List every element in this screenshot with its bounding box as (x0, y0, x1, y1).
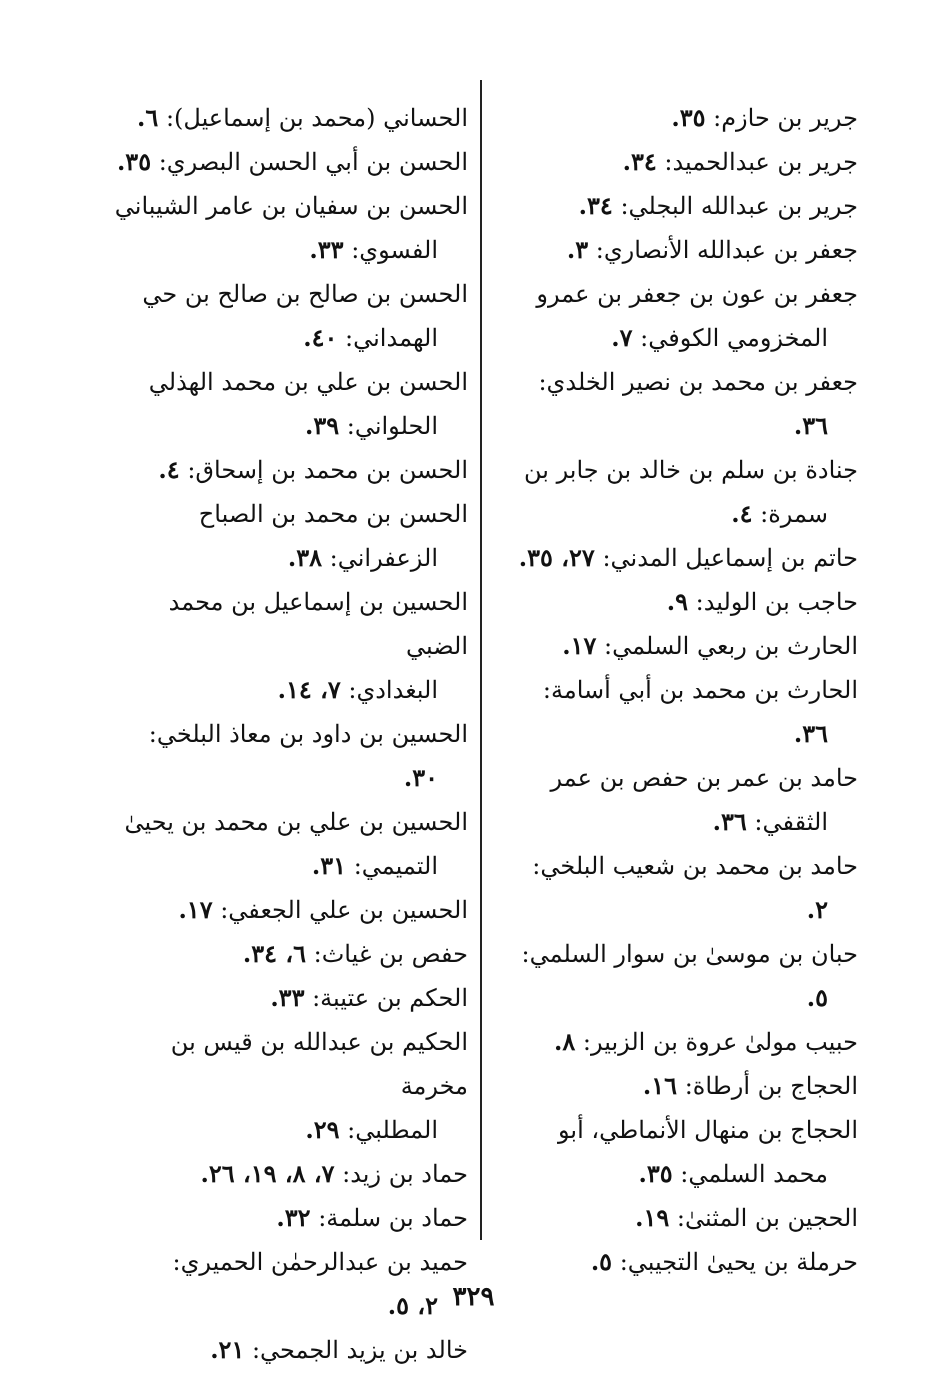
entry-name: الحسن بن صالح بن صالح بن حي (142, 280, 468, 308)
entry-page-refs: ٣١. (311, 851, 347, 880)
entry-name: الحارث بن ربعي السلمي: (604, 632, 858, 660)
entry-page-refs: ٩. (666, 587, 688, 616)
index-entry (488, 272, 858, 360)
entry-page-refs: ٣٥. (671, 103, 706, 132)
entry-name: الحكم بن عتيبة: (312, 984, 468, 1012)
entry-name: حامد بن عمر بن حفص بن عمر (550, 764, 858, 792)
index-entry (100, 492, 468, 580)
entry-name-continued: البغدادي: (340, 676, 438, 704)
entry-continuation (100, 316, 468, 360)
entry-page-refs: ٣٤. (622, 147, 657, 176)
index-entry (100, 360, 468, 448)
entry-page-refs: ١٧. (562, 631, 597, 660)
entry-page-refs: ٦. (137, 103, 159, 132)
entry-page-refs: ٨. (553, 1027, 576, 1056)
entry-name-continued: الهمداني: (337, 324, 438, 352)
entry-name: الحسن بن أبي الحسن البصري: (158, 148, 468, 176)
index-entry (100, 888, 468, 932)
entry-name: الحسن بن علي بن محمد الهذلي (148, 368, 468, 396)
entry-page-refs: ٧، ٨، ١٩، ٢٦. (200, 1159, 335, 1188)
entry-name-continued: الحلواني: (339, 412, 438, 440)
index-entry (100, 448, 468, 492)
index-entry (488, 184, 858, 228)
entry-name: الحسين بن علي بن محمد بن يحيىٰ (124, 808, 468, 836)
index-entry (488, 756, 858, 844)
entry-page-refs: ١٧. (178, 895, 213, 924)
index-entry (488, 360, 858, 448)
index-entry (488, 624, 858, 668)
index-entry (488, 448, 858, 536)
entry-name: الحارث بن محمد بن أبي أسامة: (542, 676, 858, 704)
entry-name: جعفر بن محمد بن نصير الخلدي: (538, 368, 858, 396)
entry-name: جنادة بن سلم بن خالد بن جابر بن (523, 456, 858, 484)
index-entry (488, 1196, 858, 1240)
index-entry (488, 932, 858, 1020)
entry-continuation (100, 536, 468, 580)
entry-continuation (488, 888, 858, 932)
entry-name-continued: الفسوي: (343, 236, 438, 264)
index-entry (100, 140, 468, 184)
entry-continuation (100, 404, 468, 448)
entry-name: جرير بن عبدالله البجلي: (620, 192, 858, 220)
entry-page-refs: ٧. (611, 323, 633, 352)
entry-page-refs: ٣٨. (287, 543, 322, 572)
entry-name: الحسن بن محمد بن إسحاق: (187, 456, 468, 484)
entry-name: الحسين بن داود بن معاذ البلخي: (148, 720, 468, 748)
entry-name: الحسن بن محمد بن الصباح (198, 500, 468, 528)
entry-name: الحكيم بن عبدالله بن قيس بن مخرمة (170, 1028, 468, 1100)
index-entry (488, 1064, 858, 1108)
entry-name: جعفر بن عون بن جعفر بن عمرو (536, 280, 858, 308)
entry-page-refs: ٢١. (210, 1335, 245, 1364)
entry-page-refs: ٢٩. (305, 1115, 340, 1144)
entry-name-continued: الثقفي: (746, 808, 828, 836)
index-entry (488, 1020, 858, 1064)
entry-continuation (488, 1152, 858, 1196)
entry-name: حامد بن محمد بن شعيب البلخي: (532, 852, 858, 880)
entry-continuation (100, 668, 468, 712)
index-entry (488, 228, 858, 272)
index-entry (100, 712, 468, 800)
entry-continuation (100, 844, 468, 888)
entry-name: حميد بن عبدالرحمٰن الحميري: (172, 1248, 468, 1276)
index-entry (100, 272, 468, 360)
entry-name: جرير بن عبدالحميد: (664, 148, 858, 176)
entry-name: حماد بن زيد: (342, 1160, 468, 1188)
index-entry (100, 1196, 468, 1240)
index-entry (100, 96, 468, 140)
index-entry (100, 800, 468, 888)
index-entry (100, 932, 468, 976)
entry-name: الحسين بن علي الجعفي: (220, 896, 468, 924)
entry-page-refs: ٣٩. (304, 411, 340, 440)
entry-name: الحسن بن سفيان بن عامر الشيباني (114, 192, 468, 220)
index-entry (488, 1108, 858, 1196)
index-entry (100, 1328, 468, 1372)
entry-name-continued: المطلبي: (339, 1116, 438, 1144)
entry-page-refs: ٣٢. (276, 1203, 311, 1232)
entry-name-continued: التميمي: (346, 852, 438, 880)
entry-name: الحجاج بن منهال الأنماطي، أبو (558, 1116, 858, 1144)
entry-name-continued: سمرة: (752, 500, 828, 528)
index-column-right (488, 96, 858, 1284)
entry-name: الحجاج بن أرطاة: (684, 1072, 858, 1100)
entry-name: حرملة بن يحيىٰ التجيبي: (619, 1248, 858, 1276)
index-entry (100, 184, 468, 272)
entry-page-refs: ١٩. (635, 1203, 670, 1232)
index-entry (100, 976, 468, 1020)
entry-page-refs: ٣٥. (638, 1159, 673, 1188)
entry-page-refs: ٣٤. (578, 191, 613, 220)
index-column-left (100, 96, 468, 1372)
entry-name: حفص بن غياث: (313, 940, 468, 968)
entry-name: حاتم بن إسماعيل المدني: (602, 544, 858, 572)
entry-name-continued: المخزومي الكوفي: (632, 324, 828, 352)
entry-name: حبيب مولىٰ عروة بن الزبير: (582, 1028, 858, 1056)
entry-name: الحجين بن المثنىٰ: (676, 1204, 858, 1232)
entry-page-refs: ٣. (566, 235, 589, 264)
index-entry (100, 1152, 468, 1196)
entry-page-refs: ٣٦. (712, 807, 747, 836)
index-entry (488, 844, 858, 932)
entry-page-refs: ٢، ٥. (387, 1291, 438, 1320)
entry-page-refs: ٤٠. (303, 323, 338, 352)
entry-page-refs: ١٦. (642, 1071, 678, 1100)
entry-page-refs: ٣٦. (793, 719, 828, 748)
index-entry (488, 580, 858, 624)
entry-name: خالد بن يزيد الجمحي: (251, 1336, 468, 1364)
entry-continuation (100, 228, 468, 272)
entry-name: الحساني (محمد بن إسماعيل): (165, 104, 468, 132)
entry-page-refs: ٣٠. (403, 763, 438, 792)
entry-page-refs: ٢٧، ٣٥. (518, 543, 595, 572)
entry-page-refs: ٦، ٣٤. (242, 939, 306, 968)
entry-continuation (488, 712, 858, 756)
index-entry (488, 140, 858, 184)
entry-name: جعفر بن عبدالله الأنصاري: (595, 236, 858, 264)
entry-continuation (488, 492, 858, 536)
entry-continuation (100, 756, 468, 800)
entry-page-refs: ٧، ١٤. (277, 675, 341, 704)
index-entry (488, 668, 858, 756)
entry-continuation (488, 800, 858, 844)
index-entry (488, 536, 858, 580)
entry-continuation (488, 404, 858, 448)
entry-page-refs: ٣٥. (116, 147, 152, 176)
entry-page-refs: ٣٦. (793, 411, 828, 440)
entry-name: الحسين بن إسماعيل بن محمد الضبي (168, 588, 468, 660)
entry-continuation (100, 1108, 468, 1152)
entry-page-refs: ٣٣. (270, 983, 305, 1012)
index-entry (100, 1020, 468, 1152)
entry-page-refs: ٥. (590, 1247, 613, 1276)
entry-page-refs: ٣٣. (309, 235, 344, 264)
entry-page-refs: ٤. (158, 455, 180, 484)
entry-continuation (488, 976, 858, 1020)
entry-page-refs: ٥. (806, 983, 828, 1012)
index-entry (100, 580, 468, 712)
column-divider (480, 80, 482, 1240)
entry-name: جرير بن حازم: (713, 104, 858, 132)
entry-page-refs: ٢. (806, 895, 828, 924)
index-entry (488, 96, 858, 140)
entry-name-continued: محمد السلمي: (672, 1160, 828, 1188)
entry-page-refs: ٤. (731, 499, 753, 528)
page-number: ٣٢٩ (452, 1282, 495, 1312)
entry-name: حبان بن موسىٰ بن سوار السلمي: (521, 940, 858, 968)
entry-name: حاجب بن الوليد: (695, 588, 858, 616)
entry-name: حماد بن سلمة: (318, 1204, 468, 1232)
index-entry (488, 1240, 858, 1284)
entry-name-continued: الزعفراني: (322, 544, 438, 572)
entry-continuation (488, 316, 858, 360)
